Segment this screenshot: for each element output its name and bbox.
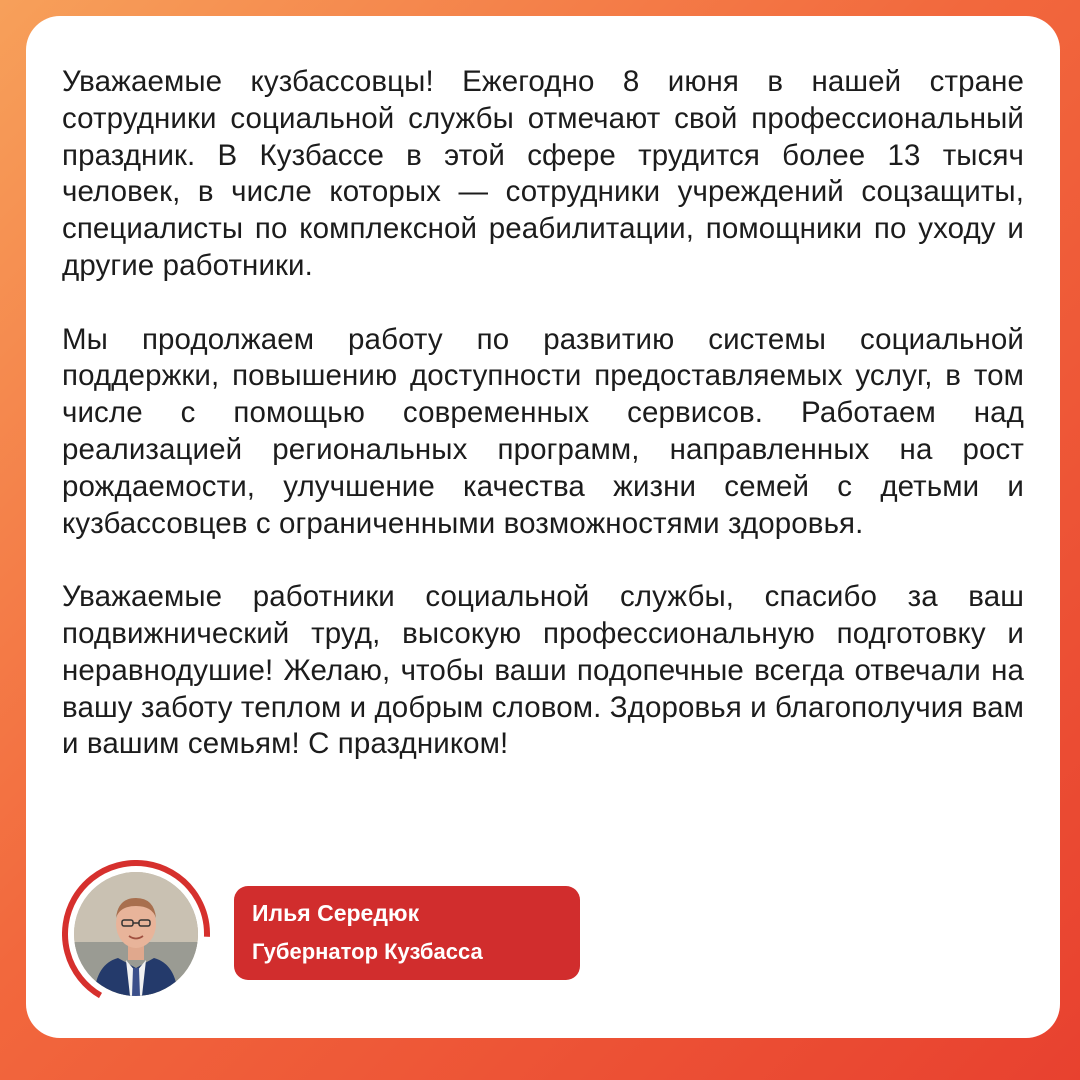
author-role: Губернатор Кузбасса [252,939,483,964]
portrait-icon [74,872,198,996]
author-name: Илья Середюк [252,900,420,926]
author-avatar [62,860,210,1008]
author-badge [234,886,580,980]
message-text [62,64,1024,763]
message-paragraph-2: Мы продолжаем работу по развитию системы социальной поддержки, повышению доступности предоставляемых услуг, в том числе с помощью современных сервисов. Работаем над реализацией региональных программ, направленных на рост рождаемости, улучшение качества жизни семей с детьми и кузбассовцев с ограниченными возможностями здоровья. [62,322,1024,540]
message-paragraph-1: Уважаемые кузбассовцы! Ежегодно 8 июня в нашей стране сотрудники социальной службы отмечают свой профессиональный праздник. В Кузбассе в этой сфере трудится более 13 тысяч человек, в числе которых — сотрудники учреждений соцзащиты, специалисты по комплексной реабилитации, помощники по уходу и другие работники. [62,65,1024,282]
message-paragraph-3: Уважаемые работники социальной службы, спасибо за ваш подвижнический труд, высокую профессиональную подготовку и неравнодушие! Желаю, чтобы ваши подопечные всегда отвечали на вашу заботу теплом и добрым словом. Здоровья и благополучия вам и вашим семьям! С праздником! [62,580,1025,761]
